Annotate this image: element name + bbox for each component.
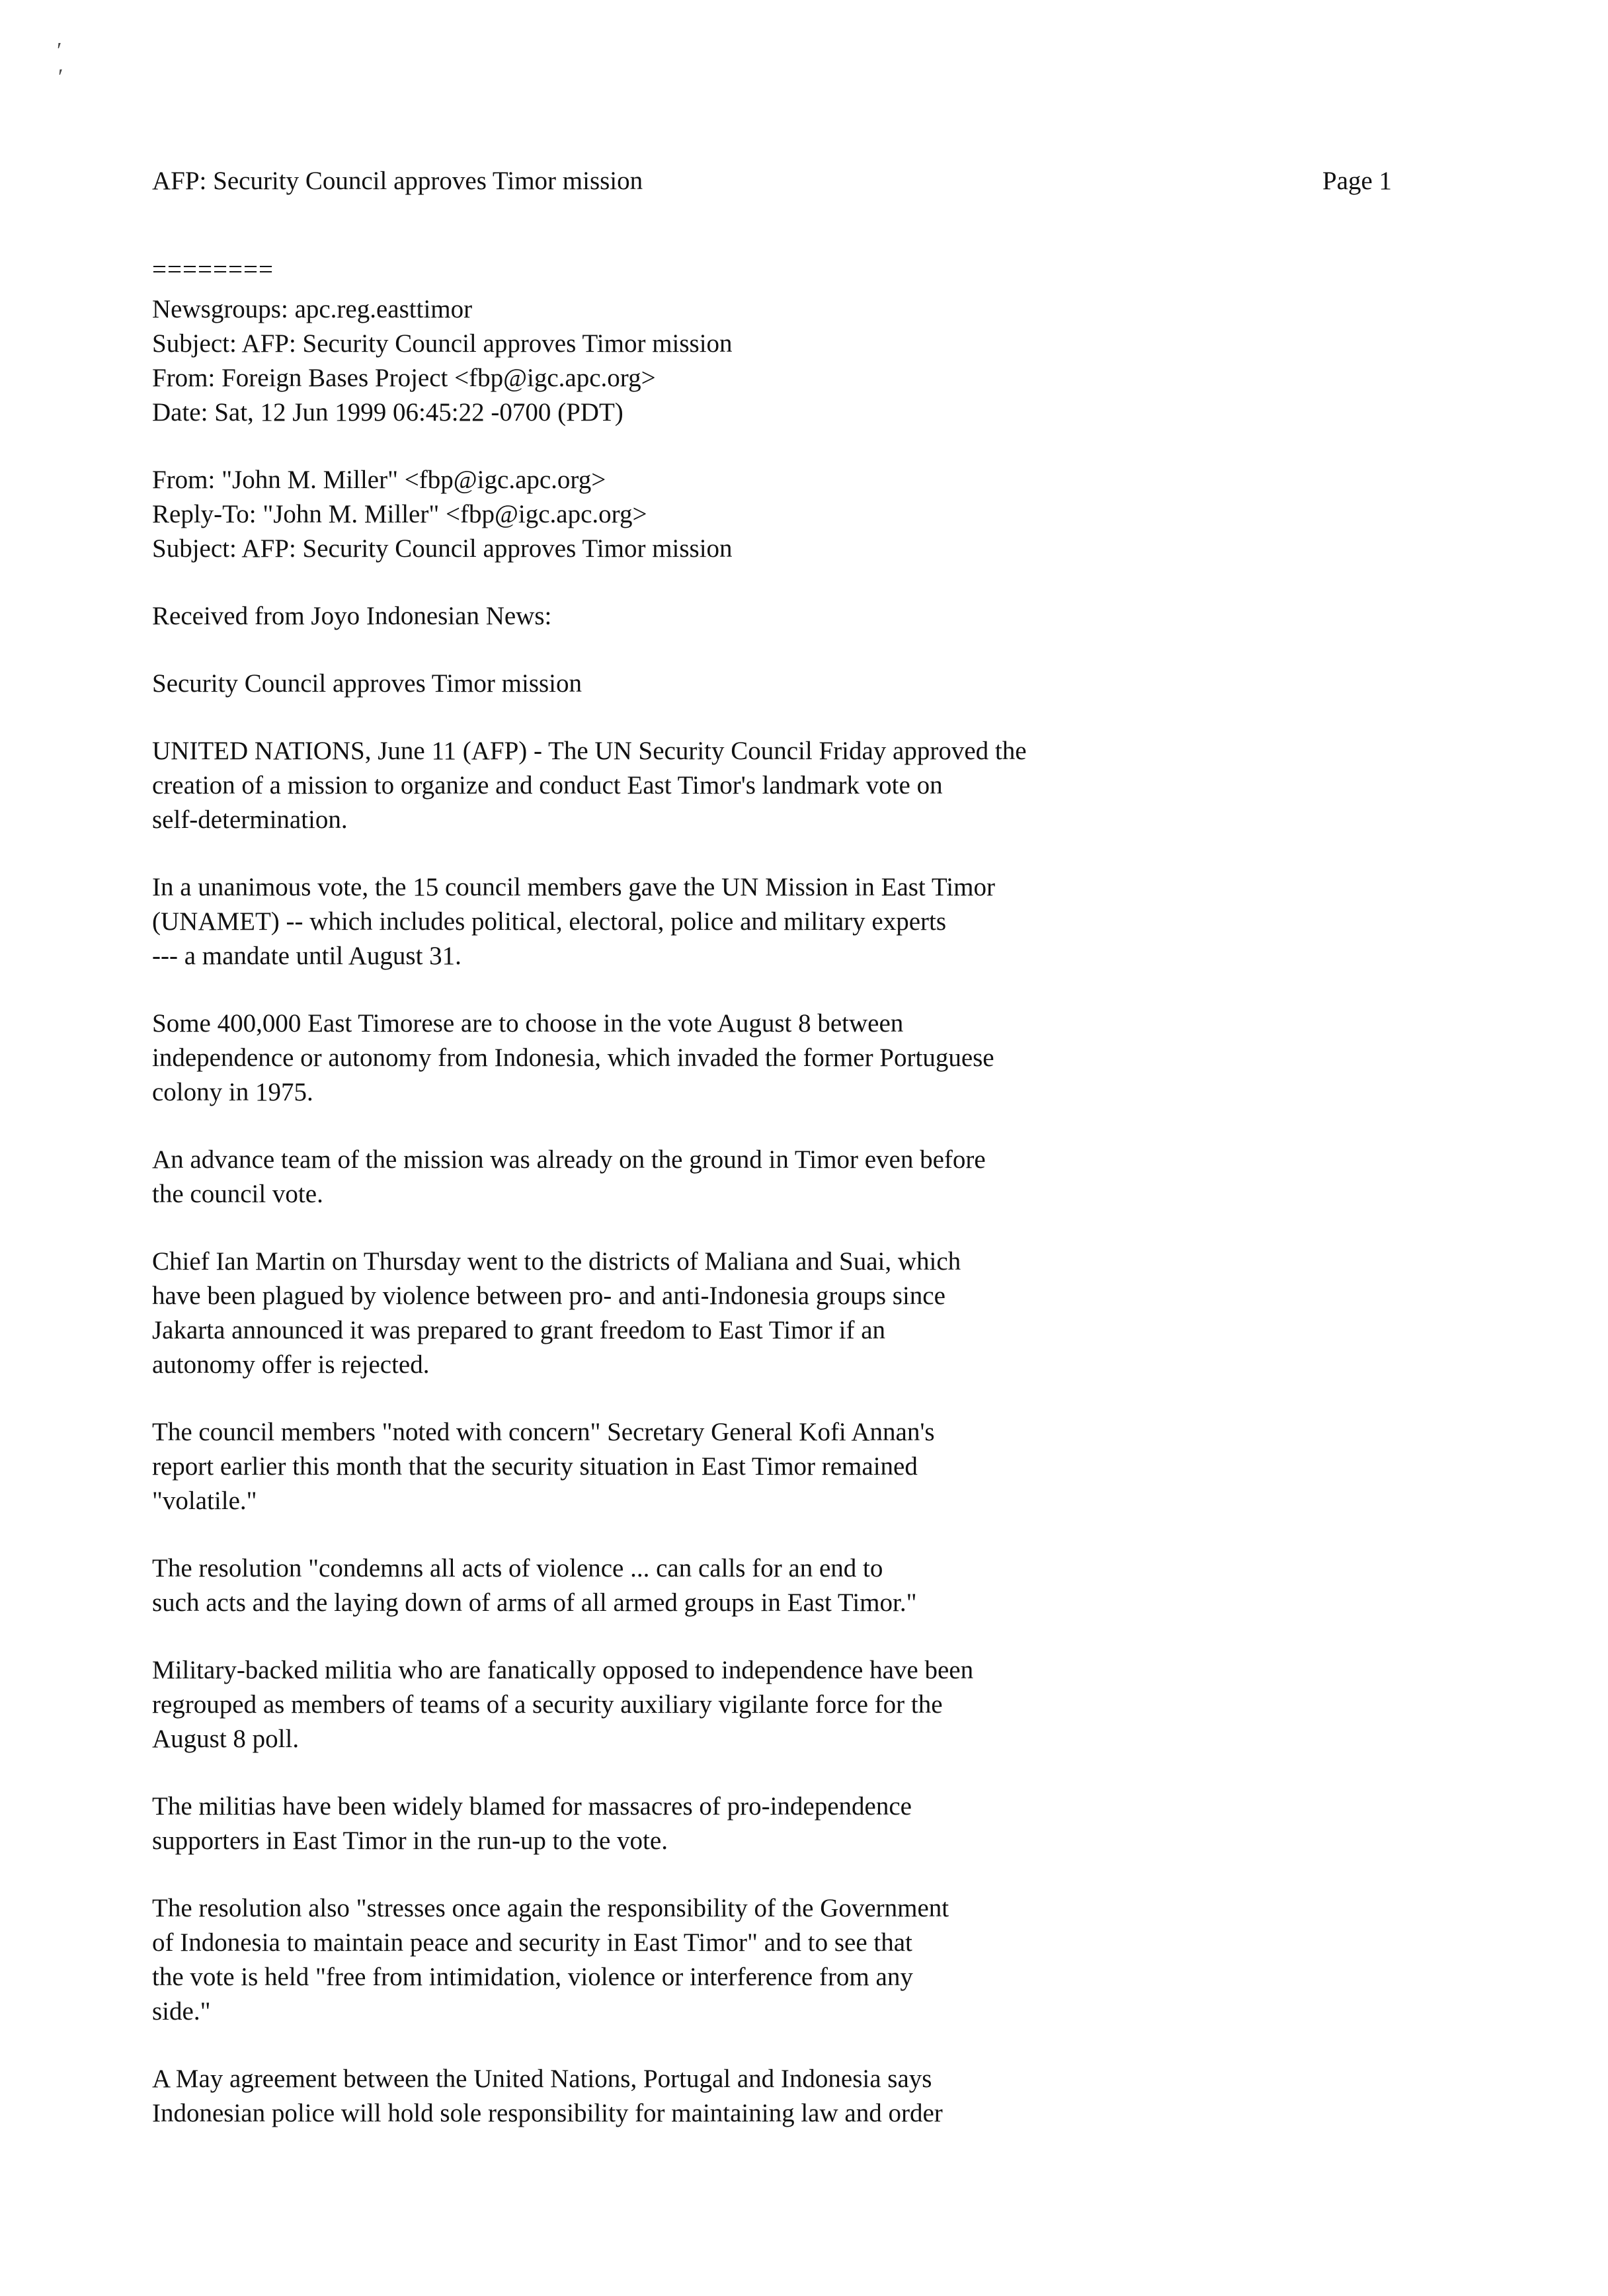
paragraph-line: Indonesian police will hold sole responsibility for maintaining law and order xyxy=(152,2099,943,2127)
email-body xyxy=(152,255,1144,2164)
separator-line: ======== xyxy=(152,255,274,284)
paragraph-line: Some 400,000 East Timorese are to choose in the vote August 8 between xyxy=(152,1009,904,1038)
paragraph-line: of Indonesia to maintain peace and security in East Timor" and to see that xyxy=(152,1928,912,1957)
article-paragraph xyxy=(152,1245,1144,1382)
article-paragraph xyxy=(152,1143,1144,1211)
received-line: Received from Joyo Indonesian News: xyxy=(152,602,552,630)
paragraph-line: In a unanimous vote, the 15 council members gave the UN Mission in East Timor xyxy=(152,873,995,901)
paragraph-line: August 8 poll. xyxy=(152,1725,300,1753)
paragraph-line: report earlier this month that the security situation in East Timor remained xyxy=(152,1452,918,1481)
article-paragraphs xyxy=(152,734,1144,2131)
paragraph-line: the vote is held "free from intimidation, violence or interference from any xyxy=(152,1963,913,1991)
paragraph-line: "volatile." xyxy=(152,1487,257,1515)
paragraph-line: self-determination. xyxy=(152,805,348,834)
scan-mark: ′ xyxy=(57,38,62,63)
paragraph-line: UNITED NATIONS, June 11 (AFP) - The UN Security Council Friday approved the xyxy=(152,737,1027,765)
page-number: Page 1 xyxy=(1322,167,1392,195)
paragraph-line: An advance team of the mission was already on the ground in Timor even before xyxy=(152,1145,986,1174)
article-paragraph xyxy=(152,2062,1144,2131)
article-title: Security Council approves Timor mission xyxy=(152,669,583,698)
header-newsgroups: Newsgroups: apc.reg.easttimor xyxy=(152,295,473,323)
paragraph-line: Jakarta announced it was prepared to grant freedom to East Timor if an xyxy=(152,1316,886,1344)
paragraph-line: independence or autonomy from Indonesia, which invaded the former Portuguese xyxy=(152,1044,994,1072)
paragraph-line: creation of a mission to organize and conduct East Timor's landmark vote on xyxy=(152,771,943,800)
article-paragraph xyxy=(152,1653,1144,1756)
paragraph-line: (UNAMET) -- which includes political, electoral, police and military experts xyxy=(152,907,947,936)
forward-reply-to: Reply-To: "John M. Miller" <fbp@igc.apc.org> xyxy=(152,500,647,528)
paragraph-line: A May agreement between the United Nations, Portugal and Indonesia says xyxy=(152,2065,932,2093)
paragraph-line: regrouped as members of teams of a security auxiliary vigilante force for the xyxy=(152,1690,943,1719)
running-header-title: AFP: Security Council approves Timor mission xyxy=(152,167,643,195)
article-paragraph xyxy=(152,1415,1144,1518)
paragraph-line: the council vote. xyxy=(152,1180,323,1208)
header-date: Date: Sat, 12 Jun 1999 06:45:22 -0700 (PDT) xyxy=(152,398,623,427)
article-paragraph xyxy=(152,734,1144,837)
message-headers xyxy=(152,292,1144,430)
header-from: From: Foreign Bases Project <fbp@igc.apc.org> xyxy=(152,364,656,392)
paragraph-line: supporters in East Timor in the run-up to the vote. xyxy=(152,1826,668,1855)
paragraph-line: such acts and the laying down of arms of all armed groups in East Timor." xyxy=(152,1588,917,1617)
forward-subject: Subject: AFP: Security Council approves Timor mission xyxy=(152,534,733,563)
paragraph-line: --- a mandate until August 31. xyxy=(152,942,462,970)
paragraph-line: The council members "noted with concern" Secretary General Kofi Annan's xyxy=(152,1418,935,1446)
paragraph-line: have been plagued by violence between pro- and anti-Indonesia groups since xyxy=(152,1282,945,1310)
paragraph-line: The militias have been widely blamed for massacres of pro-independence xyxy=(152,1792,912,1821)
article-paragraph xyxy=(152,1006,1144,1110)
article-paragraph xyxy=(152,1789,1144,1858)
paragraph-line: Chief Ian Martin on Thursday went to the districts of Maliana and Suai, which xyxy=(152,1247,961,1276)
scan-mark: ′ xyxy=(58,65,63,89)
paragraph-line: colony in 1975. xyxy=(152,1078,313,1106)
article-paragraph xyxy=(152,1551,1144,1620)
paragraph-line: The resolution "condemns all acts of violence ... can calls for an end to xyxy=(152,1554,883,1582)
article-paragraph xyxy=(152,870,1144,973)
paragraph-line: The resolution also "stresses once again the responsibility of the Government xyxy=(152,1894,949,1922)
forward-headers xyxy=(152,463,1144,566)
paragraph-line: Military-backed militia who are fanatically opposed to independence have been xyxy=(152,1656,974,1684)
paragraph-line: side." xyxy=(152,1997,211,2026)
header-subject: Subject: AFP: Security Council approves Timor mission xyxy=(152,329,733,358)
forward-from: From: "John M. Miller" <fbp@igc.apc.org> xyxy=(152,466,606,494)
article-paragraph xyxy=(152,1891,1144,2029)
paragraph-line: autonomy offer is rejected. xyxy=(152,1350,430,1379)
